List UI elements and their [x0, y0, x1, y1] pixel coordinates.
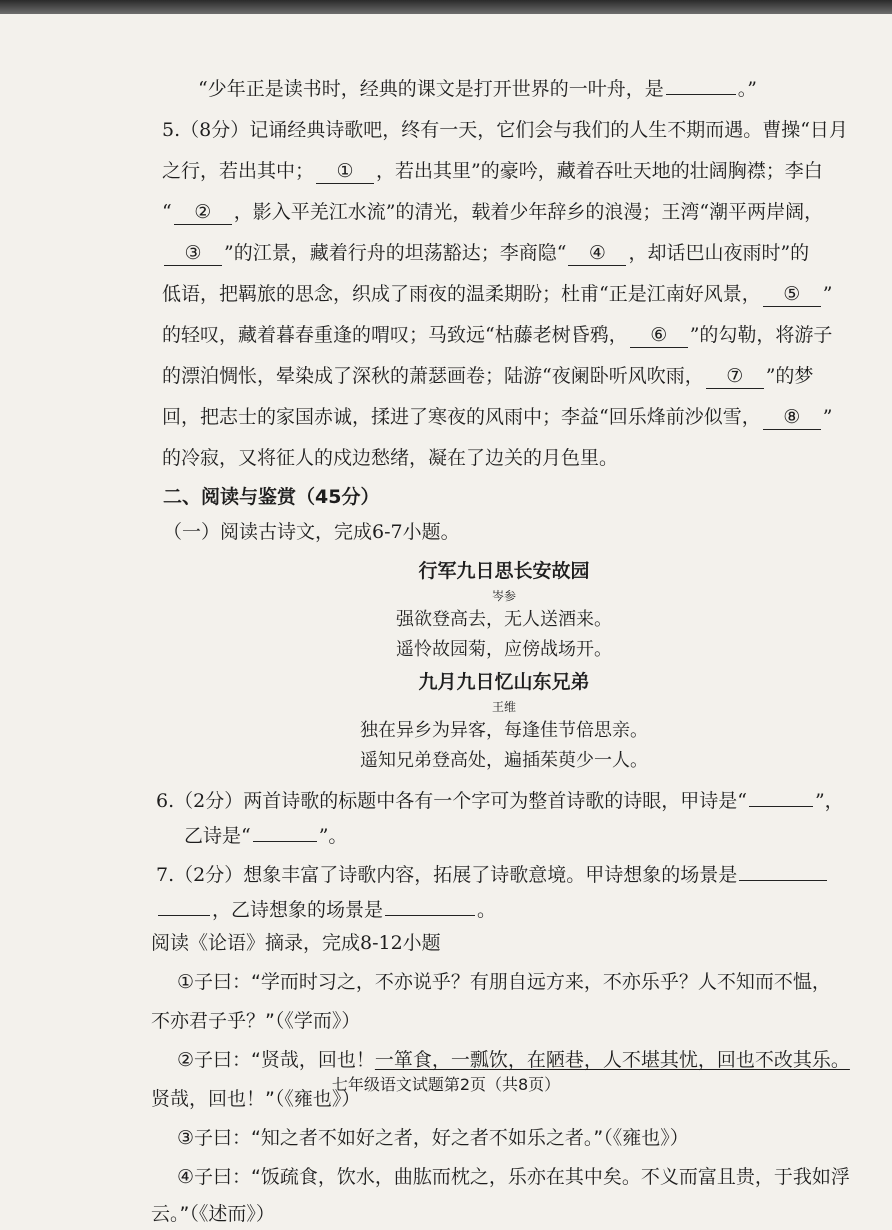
blank-7[interactable]: ⑦: [706, 364, 764, 389]
q6-line-2: [156, 817, 848, 852]
answer-blank[interactable]: [749, 782, 813, 807]
lunyu-text: ②子曰：“贤哉，回也！: [177, 1049, 375, 1071]
top-quote-end: 。”: [737, 78, 757, 100]
q5-line-3: [162, 197, 848, 228]
q6-line-1: [156, 782, 848, 817]
blank-5[interactable]: ⑤: [763, 282, 821, 307]
answer-blank[interactable]: [253, 817, 317, 842]
answer-blank[interactable]: [385, 891, 475, 916]
answer-blank[interactable]: [158, 891, 210, 916]
poem-verse: 独在异乡为异客，每逢佳节倍思亲。: [360, 720, 648, 741]
q6-text: 6.（2分）两首诗歌的标题中各有一个字可为整首诗歌的诗眼，甲诗是“: [156, 790, 747, 812]
poem-2: [160, 667, 848, 776]
q5-text: ，影入平羌江水流”的清光，载着少年辞乡的浪漫；王湾“潮平两岸阔，: [233, 201, 824, 223]
question-7: [156, 856, 848, 926]
q5-text: ”的勾勒，将游子: [689, 324, 833, 346]
q5-line-6: [162, 320, 848, 351]
answer-blank[interactable]: [739, 856, 827, 881]
poem-title: 九月九日忆山东兄弟: [418, 671, 590, 693]
q6-text: ”，: [814, 790, 844, 812]
q5-text: 的漂泊惆怅，晕染成了深秋的萧瑟画卷；陆游“夜阑卧听风吹雨，: [162, 365, 704, 387]
q7-text: 。: [477, 899, 497, 921]
poem-verse: 遥怜故园菊，应傍战场开。: [396, 639, 612, 660]
q5-text: “: [162, 201, 172, 223]
q6-text: ”。: [318, 825, 348, 847]
q5-line-1: [162, 115, 848, 146]
lunyu-intro: 阅读《论语》摘录，完成8-12小题: [151, 932, 441, 954]
q5-line-2: [162, 156, 848, 187]
lunyu-item-2-cont: 贤哉，回也！”（《雍也》）: [151, 1088, 361, 1110]
blank-6[interactable]: ⑥: [630, 323, 688, 348]
lunyu-item-1: ①子曰：“学而时习之，不亦说乎？有朋自远方来，不亦乐乎？人不知而不愠，: [177, 971, 831, 993]
section-title: 二、阅读与鉴赏（45分）: [163, 486, 380, 508]
underlined-sentence: 一箪食，一瓢饮，在陋巷，人不堪其忧，回也不改其乐。: [374, 1049, 850, 1071]
page-footer: 七年级语文试题第2页（共8页）: [331, 1075, 561, 1094]
poem-verse: 遥知兄弟登高处，遍插茱萸少一人。: [360, 750, 648, 771]
q5-text: 之行，若出其中；: [162, 160, 315, 182]
q5-line-7: [162, 361, 848, 392]
lunyu-item-4: ④子曰：“饭疏食，饮水，曲肱而枕之，乐亦在其中矣。不义而富且贵，于我如浮: [177, 1166, 850, 1188]
blank-4[interactable]: ④: [568, 241, 626, 266]
q5-text: 的冷寂，又将征人的戍边愁绪，凝在了边关的月色里。: [162, 447, 619, 469]
poem-1: [160, 556, 848, 665]
poem-author: 王维: [491, 700, 516, 714]
blank-3[interactable]: ③: [164, 241, 222, 266]
poem-author: 岑参: [491, 589, 516, 603]
q5-text: ，若出其里”的豪吟，藏着吞吐天地的壮阔胸襟；李白: [376, 160, 823, 182]
q5-text: ，却话巴山夜雨时”的: [628, 242, 810, 264]
answer-blank[interactable]: [666, 70, 736, 95]
q5-line-9: [162, 443, 848, 474]
section-2: [163, 482, 848, 548]
poem-verse: 强欲登高去，无人送酒来。: [396, 609, 612, 630]
scan-top-edge: [0, 0, 892, 14]
q5-text: ”: [822, 406, 833, 428]
lunyu-item-4-cont: 云。”（《述而》）: [151, 1203, 275, 1225]
q5-text: 的轻叹，藏着暮春重逢的喟叹；马致远“枯藤老树昏鸦，: [162, 324, 628, 346]
exam-page: [151, 70, 850, 1230]
lunyu-item-1-cont: 不亦君子乎？”（《学而》）: [151, 1010, 361, 1032]
blank-8[interactable]: ⑧: [763, 405, 821, 430]
question-5: [162, 115, 848, 474]
top-quote-text: “少年正是读书时，经典的课文是打开世界的一叶舟，是: [198, 78, 664, 100]
blank-1[interactable]: ①: [316, 159, 374, 184]
blank-2[interactable]: ②: [174, 200, 232, 225]
q5-text: 回，把志士的家国赤诚，揉进了寒夜的风雨中；李益“回乐烽前沙似雪，: [162, 406, 761, 428]
q5-line-4: [162, 238, 848, 269]
q5-text: 5.（8分）记诵经典诗歌吧，终有一天，它们会与我们的人生不期而遇。曹操“日月: [162, 119, 848, 141]
poem-title: 行军九日思长安故园: [418, 560, 590, 582]
q5-text: 低语，把羁旅的思念，织成了雨夜的温柔期盼；杜甫“正是江南好风景，: [162, 283, 761, 305]
q5-text: ”: [822, 283, 833, 305]
q5-line-8: [162, 402, 848, 433]
q5-text: ”的梦: [765, 365, 814, 387]
top-quote-line: [168, 70, 848, 105]
subsection-title: （一）阅读古诗文，完成6-7小题。: [163, 521, 460, 543]
q7-text: 7.（2分）想象丰富了诗歌内容，拓展了诗歌意境。甲诗想象的场景是: [156, 864, 738, 886]
q5-text: ”的江景，藏着行舟的坦荡豁达；李商隐“: [224, 242, 567, 264]
lunyu-item-3: ③子曰：“知之者不如好之者，好之者不如乐之者。”（《雍也》）: [177, 1127, 689, 1149]
q6-text: 乙诗是“: [184, 825, 251, 847]
q5-line-5: [162, 279, 848, 310]
q7-line-1: [156, 856, 848, 891]
question-6: [156, 782, 848, 852]
q7-text: ，乙诗想象的场景是: [212, 899, 384, 921]
q7-line-2: [156, 891, 848, 926]
